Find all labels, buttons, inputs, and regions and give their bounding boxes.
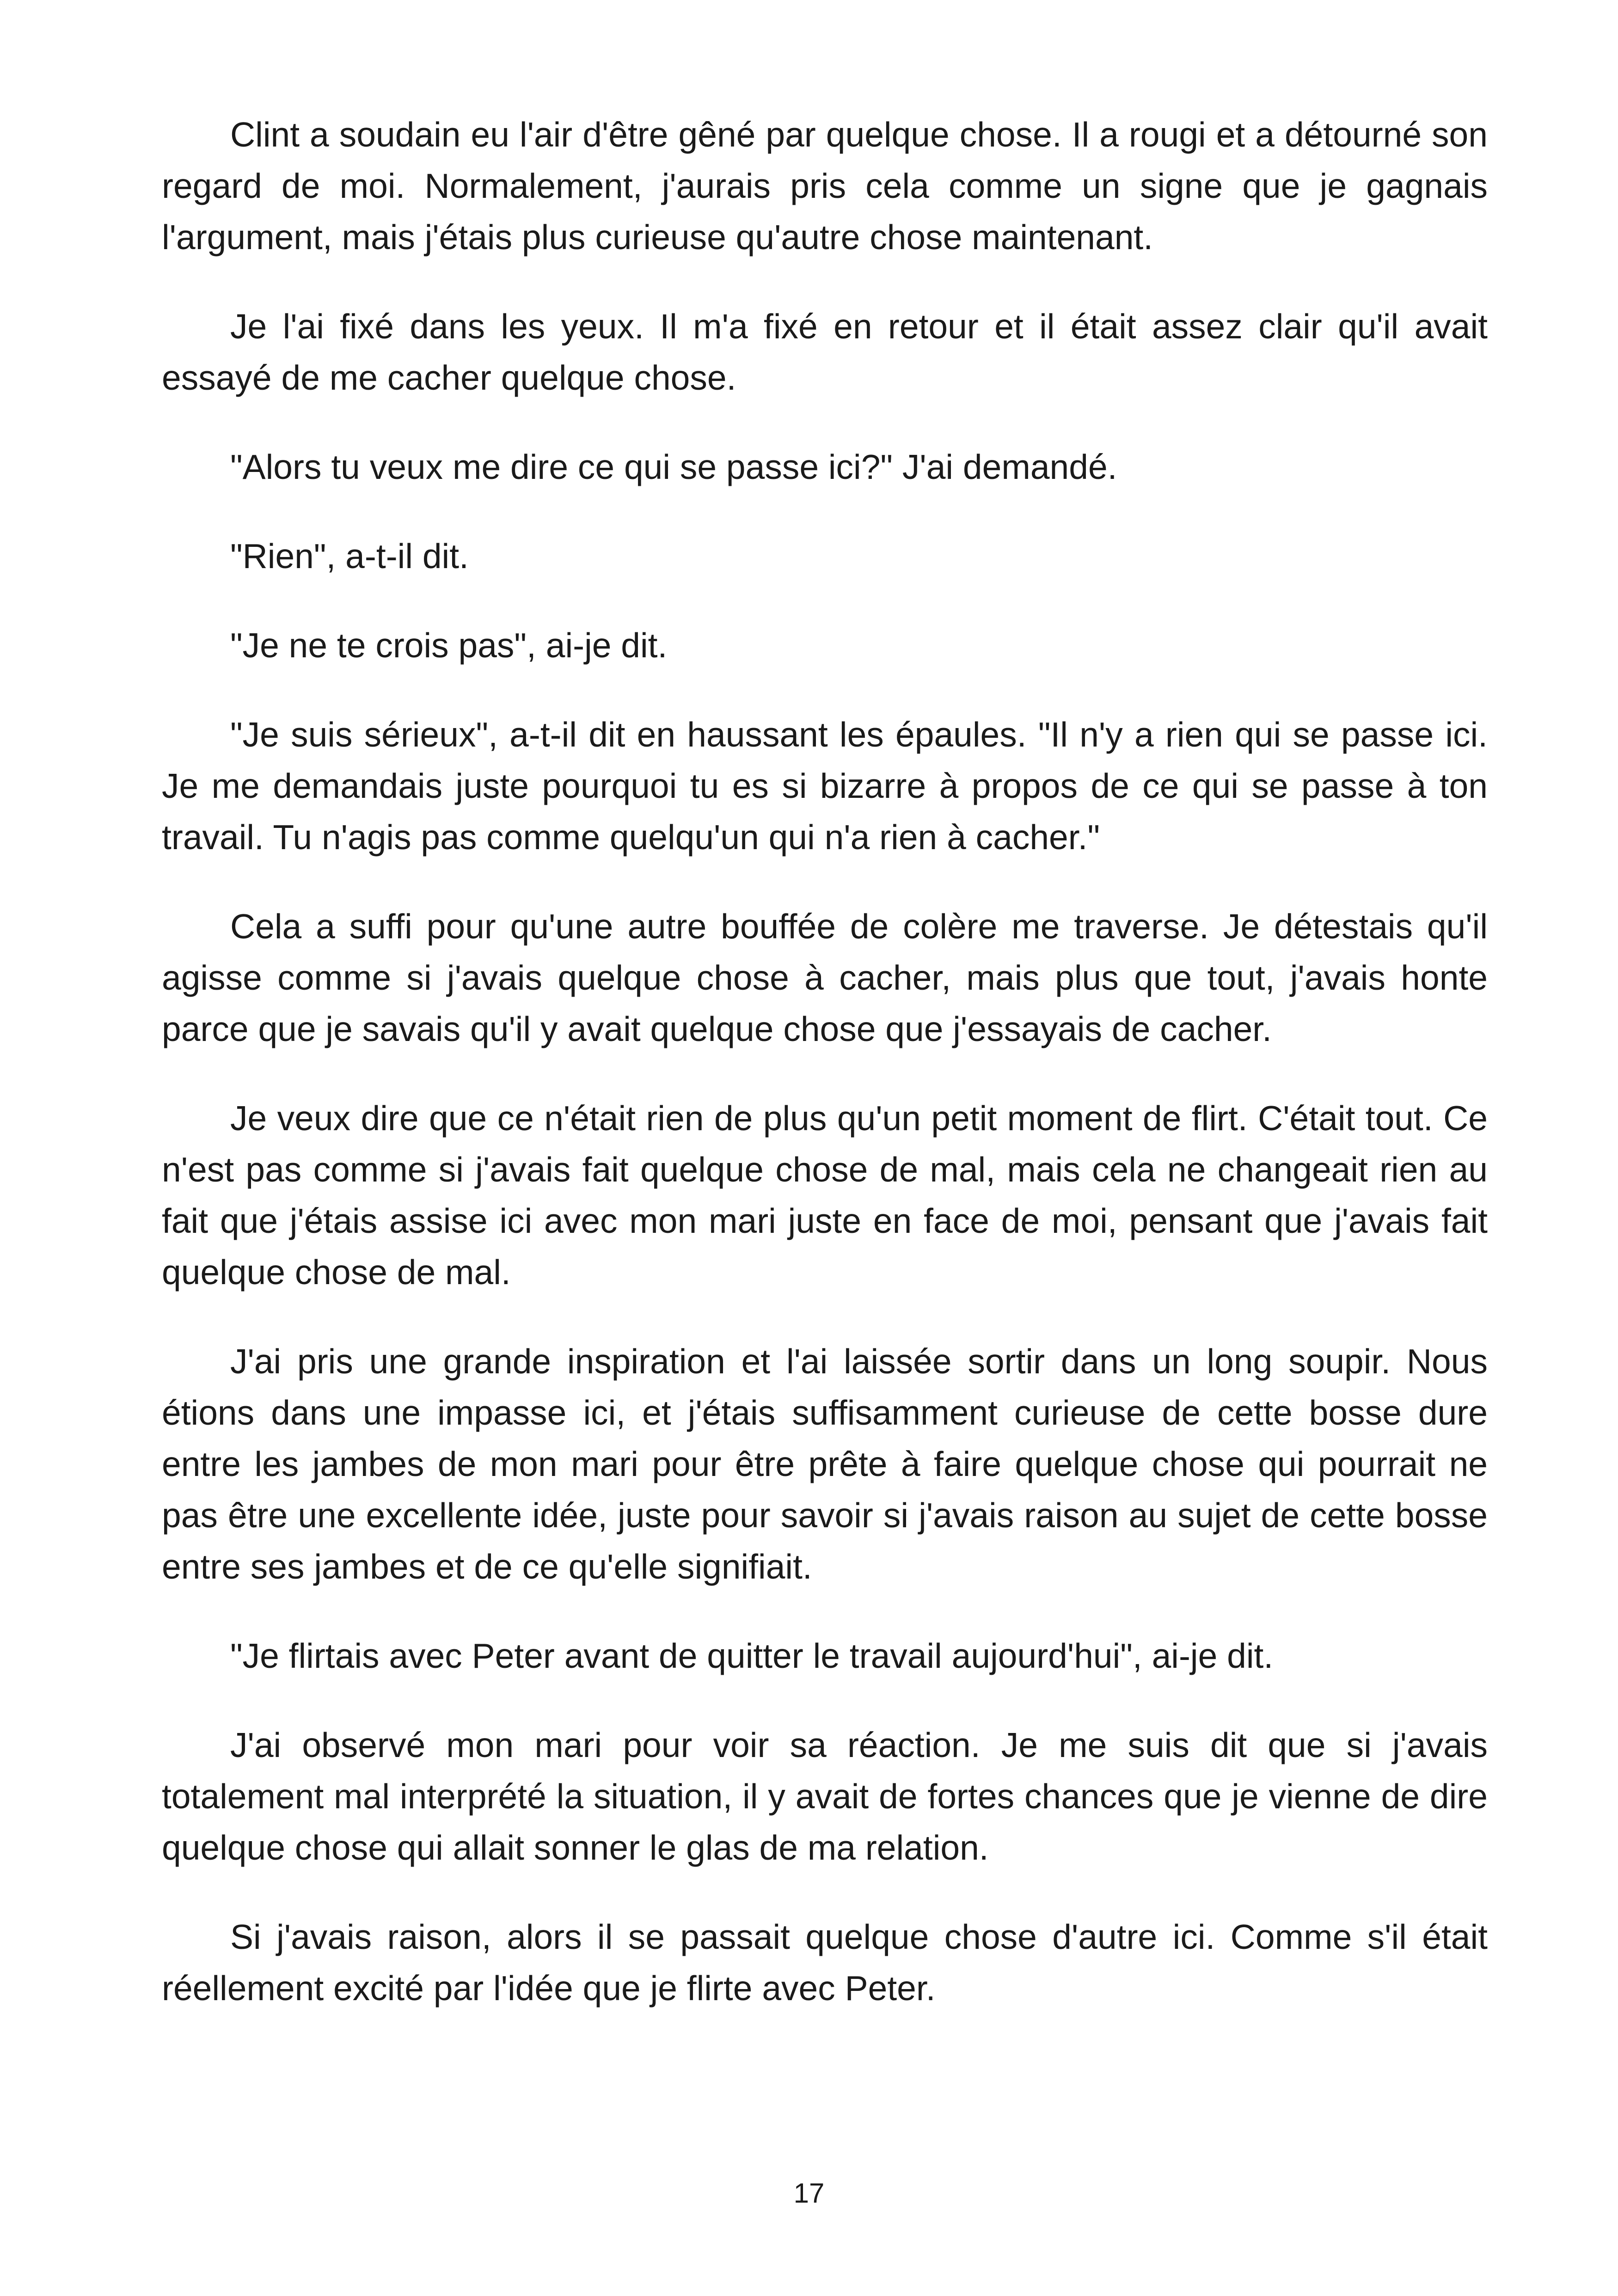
paragraph: Clint a soudain eu l'air d'être gêné par quelque chose. Il a rougi et a détourné son regard de moi. Normalement, j'aurais pris cela comme un signe que je gagnais l'argument, mais j'étais plus curieuse qu'autre chose maintenant. [162, 115, 1488, 257]
paragraph: "Je suis sérieux", a-t-il dit en haussant les épaules. "Il n'y a rien qui se passe ici. Je me demandais juste pourquoi tu es si bizarre à propos de ce qui se passe à ton travail. Tu n'agis pas comme quelqu'un qui n'a rien à cacher." [162, 715, 1488, 857]
paragraph: "Je flirtais avec Peter avant de quitter le travail aujourd'hui", ai-je dit. [230, 1636, 1274, 1675]
paragraph: Si j'avais raison, alors il se passait quelque chose d'autre ici. Comme s'il était réellement excité par l'idée que je flirte avec Peter. [162, 1917, 1488, 2008]
paragraph: Cela a suffi pour qu'une autre bouffée de colère me traverse. Je détestais qu'il agisse comme si j'avais quelque chose à cacher, mais plus que tout, j'avais honte parce que je savais qu'il y avait quelque chose que j'essayais de cacher. [162, 907, 1488, 1048]
paragraph: Je l'ai fixé dans les yeux. Il m'a fixé en retour et il était assez clair qu'il avait essayé de me cacher quelque chose. [162, 307, 1488, 397]
paragraph: "Alors tu veux me dire ce qui se passe ici?" J'ai demandé. [230, 447, 1117, 486]
page-number: 17 [793, 2178, 825, 2209]
document-page [162, 109, 1488, 2189]
paragraph: J'ai observé mon mari pour voir sa réaction. Je me suis dit que si j'avais totalement mal interprété la situation, il y avait de fortes chances que je vienne de dire quelque chose qui allait sonner le glas de ma relation. [162, 1726, 1488, 1867]
paragraph: Je veux dire que ce n'était rien de plus qu'un petit moment de flirt. C'était tout. Ce n'est pas comme si j'avais fait quelque chose de mal, mais cela ne changeait rien au fait que j'étais assise ici avec mon mari juste en face de moi, pensant que j'avais fait quelque chose de mal. [162, 1099, 1488, 1292]
paragraph: "Rien", a-t-il dit. [230, 537, 469, 576]
paragraph: "Je ne te crois pas", ai-je dit. [230, 626, 668, 665]
paragraph: J'ai pris une grande inspiration et l'ai laissée sortir dans un long soupir. Nous étions dans une impasse ici, et j'étais suffisamment curieuse de cette bosse dure entre les jambes de mon mari pour être prête à faire quelque chose qui pourrait ne pas être une excellente idée, juste pour savoir si j'avais raison au sujet de cette bosse entre ses jambes et de ce qu'elle signifiait. [162, 1342, 1488, 1586]
